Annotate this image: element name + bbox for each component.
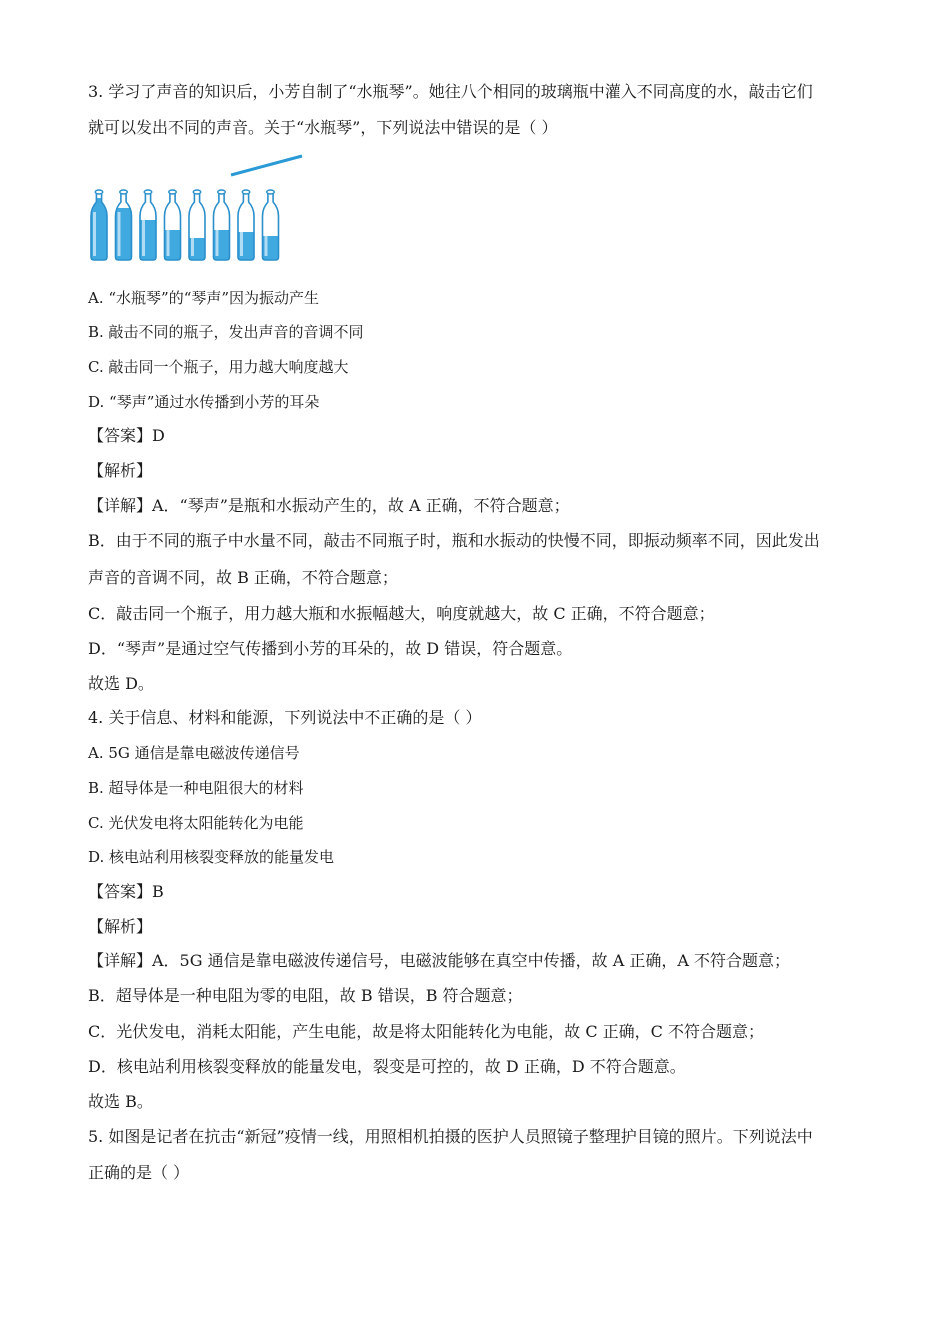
bottle-water bbox=[188, 238, 206, 261]
q4-detail-line: D．核电站利用核裂变释放的能量发电，裂变是可控的，故 D 正确，D 不符合题意。 bbox=[88, 1057, 686, 1076]
bottle-water bbox=[115, 208, 133, 261]
q3-detail-line: 【详解】A．“琴声”是瓶和水振动产生的，故 A 正确，不符合题意； bbox=[88, 496, 570, 515]
q4-conclusion: 故选 B。 bbox=[88, 1092, 153, 1111]
q3-stem-line1: 3. 学习了声音的知识后，小芳自制了“水瓶琴”。她往八个相同的玻璃瓶中灌入不同高度的水，敲击它们 bbox=[88, 82, 813, 101]
q3-conclusion: 故选 D。 bbox=[88, 674, 154, 693]
q3-option-b: B. 敲击不同的瓶子，发出声音的音调不同 bbox=[88, 323, 364, 341]
q4-option-c: C. 光伏发电将太阳能转化为电能 bbox=[88, 814, 304, 832]
q4-answer: 【答案】B bbox=[88, 882, 164, 901]
bottle-water bbox=[213, 230, 231, 261]
bottle-group bbox=[90, 190, 280, 261]
bottle-water bbox=[237, 232, 255, 261]
q4-detail-line: 【详解】A．5G 通信是靠电磁波传递信号，电磁波能够在真空中传播，故 A 正确，A 不符合题意； bbox=[88, 951, 790, 970]
bottle-water bbox=[164, 230, 182, 261]
q4-stem: 4. 关于信息、材料和能源，下列说法中不正确的是（ ） bbox=[88, 708, 482, 727]
striking-stick bbox=[231, 156, 302, 175]
bottle-water bbox=[139, 220, 157, 261]
q5-stem-line1: 5. 如图是记者在抗击“新冠”疫情一线，用照相机拍摄的医护人员照镜子整理护目镜的照片。下列说法中 bbox=[88, 1127, 813, 1146]
q4-option-d: D. 核电站利用核裂变释放的能量发电 bbox=[88, 848, 335, 866]
q3-stem-line2: 就可以发出不同的声音。关于“水瓶琴”，下列说法中错误的是（ ） bbox=[88, 118, 558, 137]
q4-option-a: A. 5G 通信是靠电磁波传递信号 bbox=[88, 744, 300, 762]
q4-detail-line: C．光伏发电，消耗太阳能，产生电能，故是将太阳能转化为电能，故 C 正确，C 不符合题意； bbox=[88, 1022, 764, 1041]
q3-detail-line: D．“琴声”是通过空气传播到小芳的耳朵的，故 D 错误，符合题意。 bbox=[88, 639, 573, 658]
q3-option-a: A. “水瓶琴”的“琴声”因为振动产生 bbox=[88, 289, 320, 307]
water-bottle-xylophone-figure bbox=[80, 150, 310, 270]
q4-detail-line: B．超导体是一种电阻为零的电阻，故 B 错误，B 符合题意； bbox=[88, 986, 523, 1005]
q4-option-b: B. 超导体是一种电阻很大的材料 bbox=[88, 779, 304, 797]
q4-analysis-heading: 【解析】 bbox=[88, 917, 153, 936]
bottle-water bbox=[262, 236, 280, 261]
q3-detail-line: C．敲击同一个瓶子，用力越大瓶和水振幅越大，响度就越大，故 C 正确，不符合题意； bbox=[88, 604, 715, 623]
q3-detail-line: 声音的音调不同，故 B 正确，不符合题意； bbox=[88, 568, 398, 587]
q3-detail-line: B．由于不同的瓶子中水量不同，敲击不同瓶子时，瓶和水振动的快慢不同，即振动频率不同，因此发出 bbox=[88, 531, 820, 550]
q3-option-c: C. 敲击同一个瓶子，用力越大响度越大 bbox=[88, 358, 349, 376]
q3-analysis-heading: 【解析】 bbox=[88, 461, 153, 480]
q5-stem-line2: 正确的是（ ） bbox=[88, 1163, 190, 1182]
q3-option-d: D. “琴声”通过水传播到小芳的耳朵 bbox=[88, 393, 320, 411]
q3-answer: 【答案】D bbox=[88, 426, 165, 445]
